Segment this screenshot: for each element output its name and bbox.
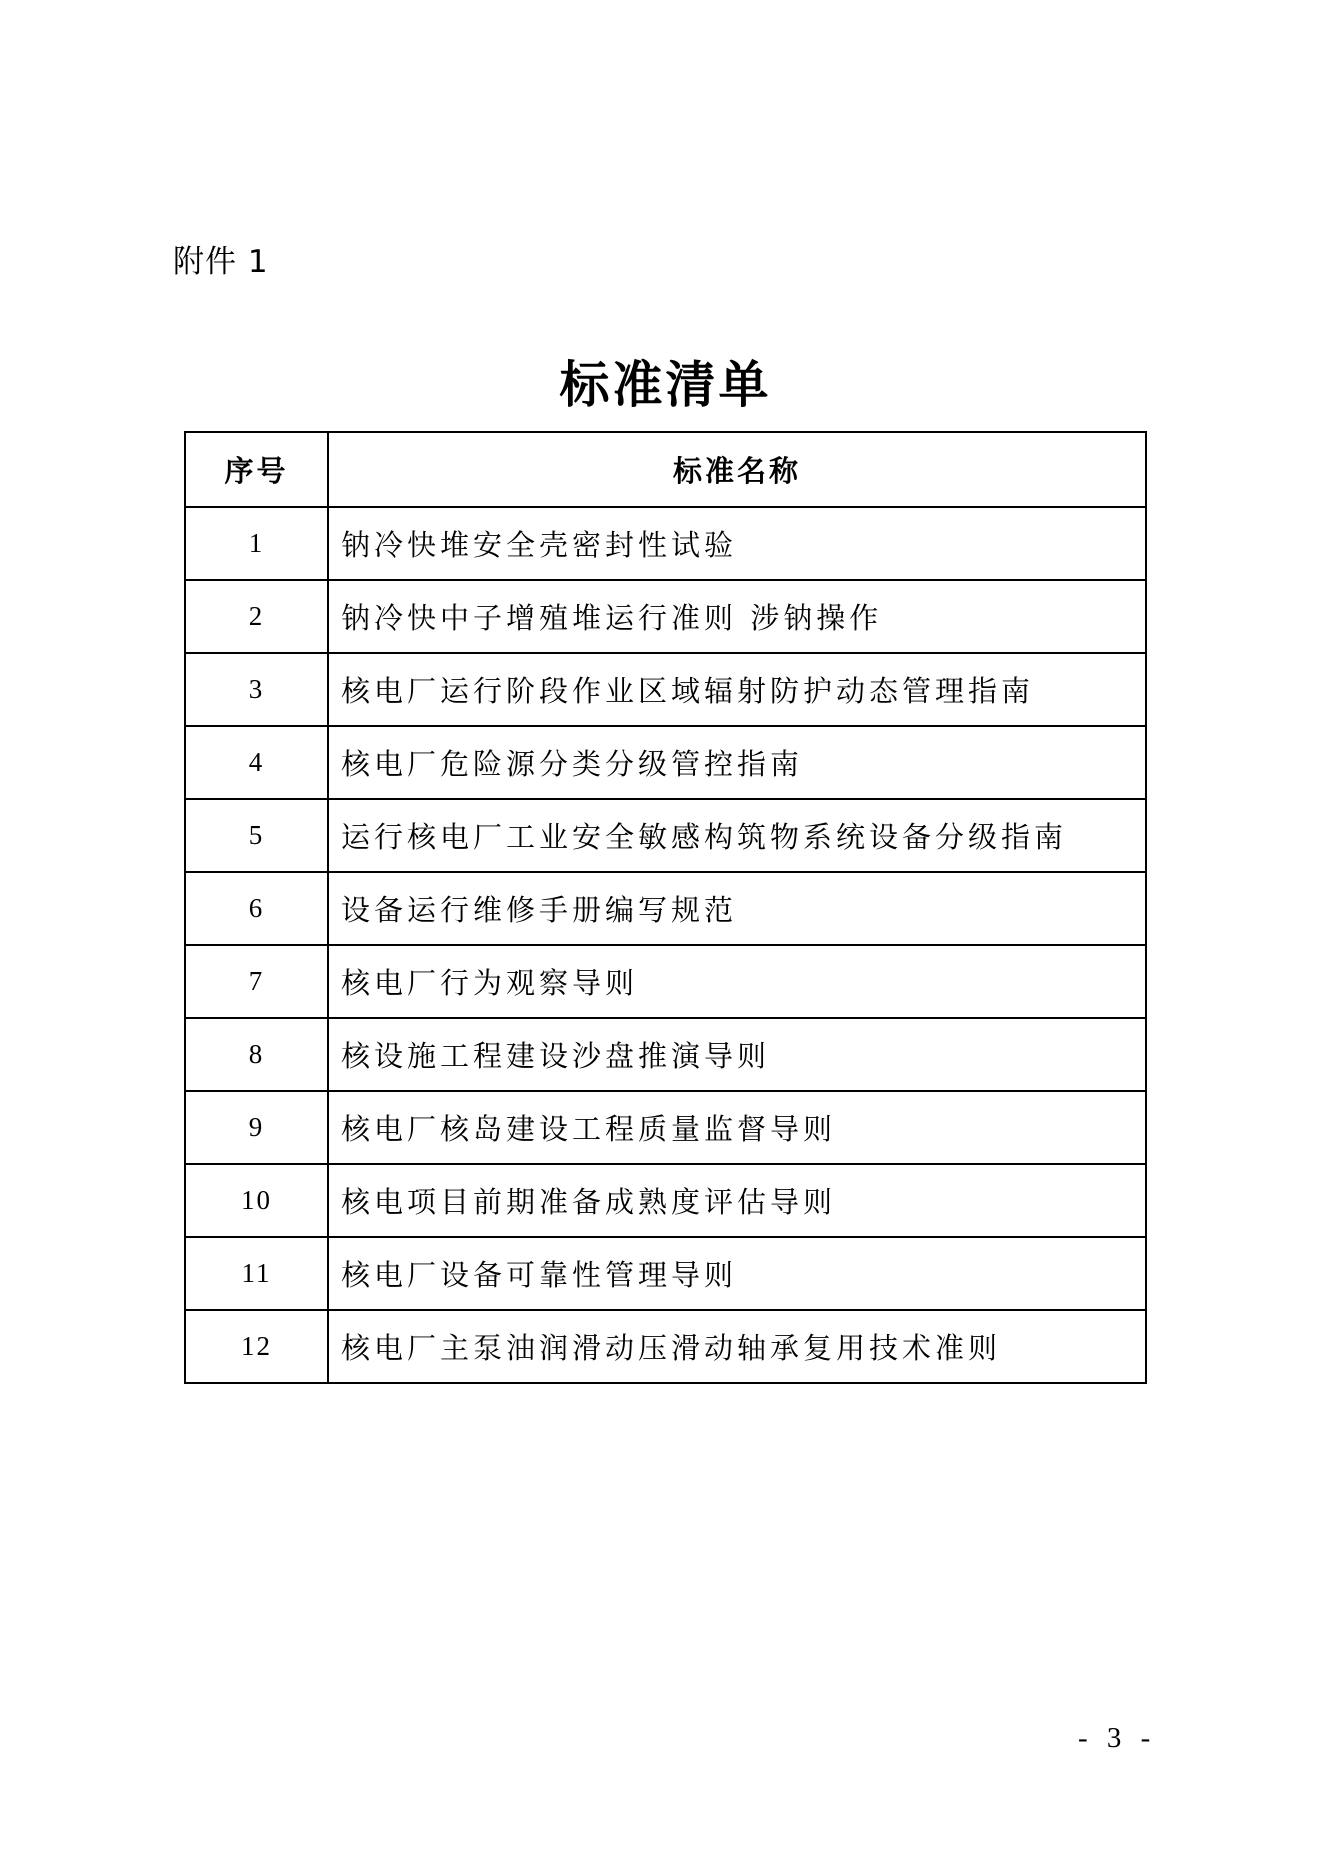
row-standard-name: 设备运行维修手册编写规范 bbox=[328, 872, 1146, 945]
row-standard-name: 核电厂行为观察导则 bbox=[328, 945, 1146, 1018]
table-row bbox=[185, 580, 1146, 653]
row-number: 10 bbox=[185, 1164, 328, 1237]
row-number: 8 bbox=[185, 1018, 328, 1091]
standards-table bbox=[184, 431, 1147, 1384]
row-number: 3 bbox=[185, 653, 328, 726]
page-title: 标准清单 bbox=[559, 355, 772, 414]
row-number: 1 bbox=[185, 507, 328, 580]
table-row bbox=[185, 1091, 1146, 1164]
table-row bbox=[185, 945, 1146, 1018]
row-number: 11 bbox=[185, 1237, 328, 1310]
table-row bbox=[185, 1237, 1146, 1310]
table-header-row bbox=[185, 432, 1146, 507]
table-row bbox=[185, 726, 1146, 799]
table-row bbox=[185, 1164, 1146, 1237]
row-standard-name: 核设施工程建设沙盘推演导则 bbox=[328, 1018, 1146, 1091]
row-standard-name: 核电厂核岛建设工程质量监督导则 bbox=[328, 1091, 1146, 1164]
row-number: 6 bbox=[185, 872, 328, 945]
row-standard-name: 核电厂运行阶段作业区域辐射防护动态管理指南 bbox=[328, 653, 1146, 726]
row-standard-name: 钠冷快中子增殖堆运行准则 涉钠操作 bbox=[328, 580, 1146, 653]
table-row bbox=[185, 799, 1146, 872]
table-row bbox=[185, 872, 1146, 945]
row-standard-name: 核电厂主泵油润滑动压滑动轴承复用技术准则 bbox=[328, 1310, 1146, 1383]
row-number: 9 bbox=[185, 1091, 328, 1164]
row-number: 2 bbox=[185, 580, 328, 653]
row-number: 7 bbox=[185, 945, 328, 1018]
row-number: 5 bbox=[185, 799, 328, 872]
row-number: 12 bbox=[185, 1310, 328, 1383]
attachment-label: 附件 1 bbox=[173, 244, 269, 280]
row-standard-name: 钠冷快堆安全壳密封性试验 bbox=[328, 507, 1146, 580]
row-standard-name: 核电项目前期准备成熟度评估导则 bbox=[328, 1164, 1146, 1237]
header-number: 序号 bbox=[185, 432, 328, 507]
table-row bbox=[185, 1310, 1146, 1383]
table-row bbox=[185, 1018, 1146, 1091]
row-standard-name: 运行核电厂工业安全敏感构筑物系统设备分级指南 bbox=[328, 799, 1146, 872]
row-standard-name: 核电厂设备可靠性管理导则 bbox=[328, 1237, 1146, 1310]
table-row bbox=[185, 507, 1146, 580]
row-number: 4 bbox=[185, 726, 328, 799]
table-row bbox=[185, 653, 1146, 726]
page-number: - 3 - bbox=[1078, 1722, 1157, 1754]
row-standard-name: 核电厂危险源分类分级管控指南 bbox=[328, 726, 1146, 799]
header-standard-name: 标准名称 bbox=[328, 432, 1146, 507]
